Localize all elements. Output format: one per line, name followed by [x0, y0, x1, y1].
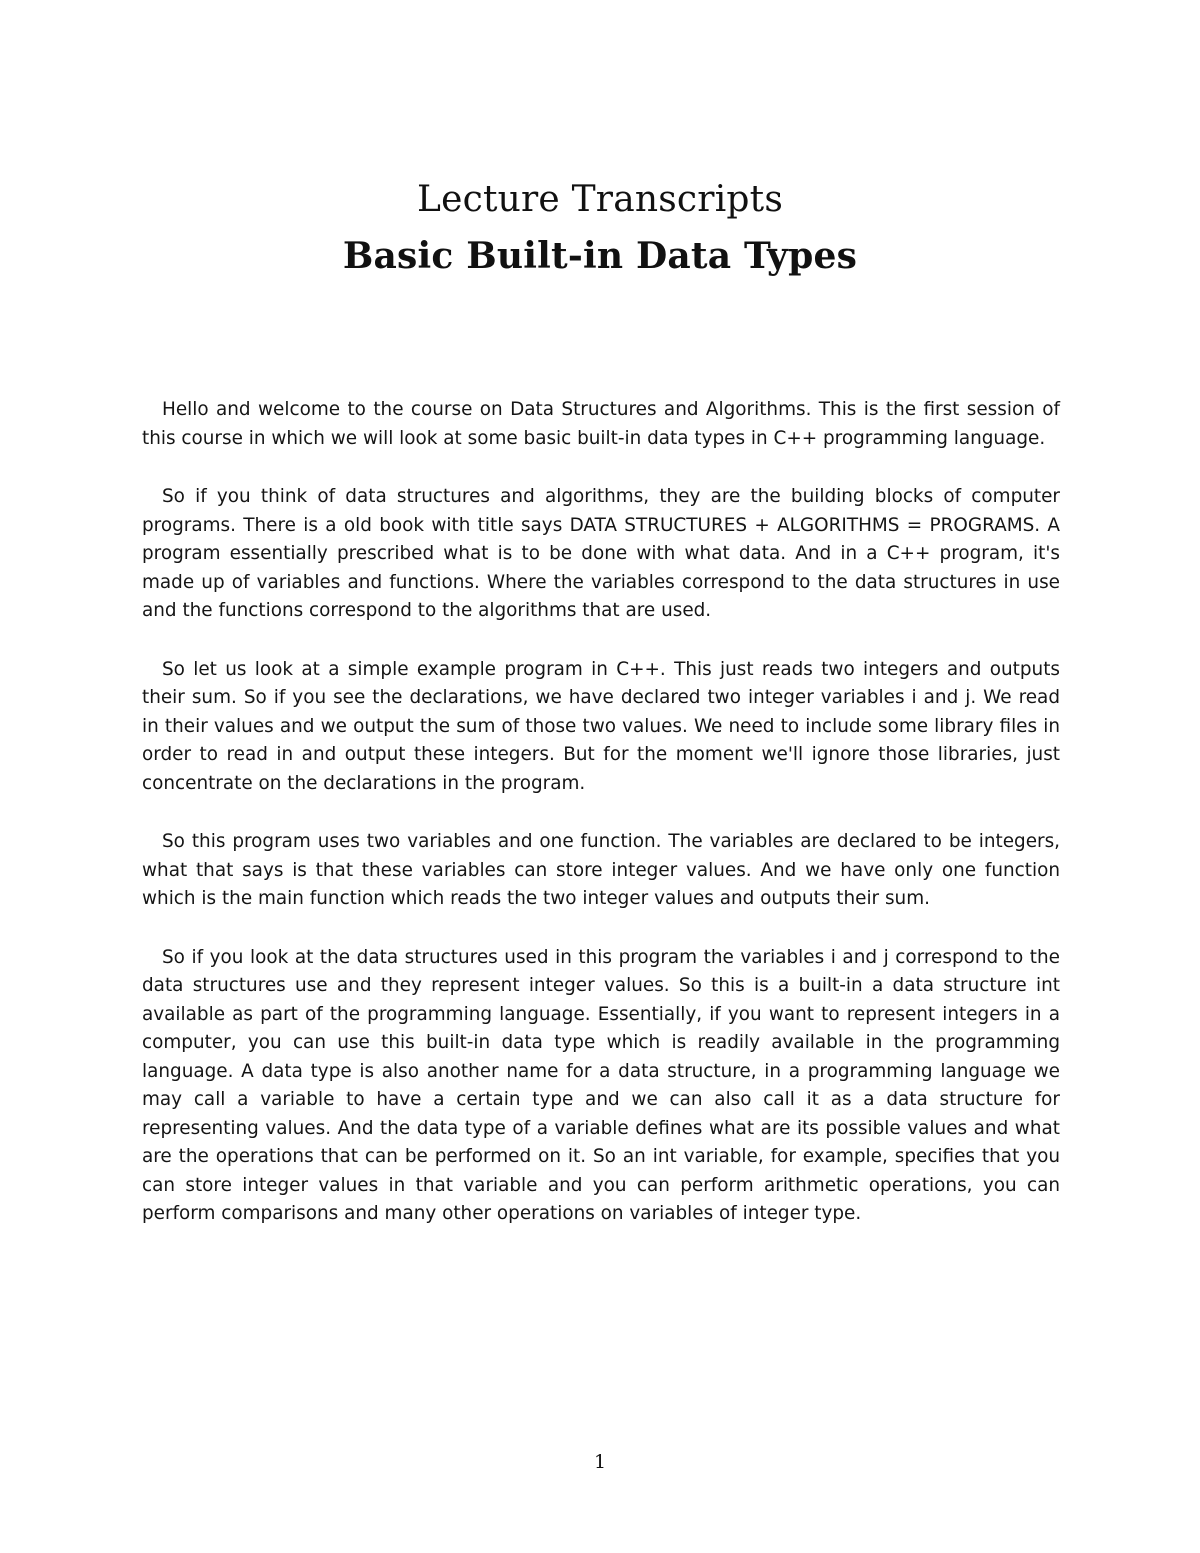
title-line-2: Basic Built-in Data Types — [342, 235, 858, 277]
transcript-body — [142, 396, 1060, 1259]
document-title — [0, 172, 1200, 284]
paragraph: So if you look at the data structures used in this program the variables i and j correspond to the data structures use and they represent integer values. So this is a built-in a data structure int available as part of the programming language. Essentially, if you want to represent integers in a computer, you can use this built-in data type which is readily available in the programming language. A data type is also another name for a data structure, in a programming language we may call a variable to have a certain type and we can also call it as a data structure for representing values. And the data type of a variable defines what are its possible values and what are the operations that can be performed on it. So an int variable, for example, specifies that you can store integer values in that variable and you can perform arithmetic operations, you can perform comparisons and many other operations on variables of integer type. — [142, 946, 1060, 1224]
paragraph: So let us look at a simple example program in C++. This just reads two integers and outputs their sum. So if you see the declarations, we have declared two integer variables i and j. We read in their values and we output the sum of those two values. We need to include some library files in order to read in and output these integers. But for the moment we'll ignore those libraries, just concentrate on the declarations in the program. — [142, 658, 1060, 794]
page-number: 1 — [593, 1451, 607, 1473]
paragraph: So if you think of data structures and algorithms, they are the building blocks of computer programs. There is a old book with title says DATA STRUCTURES + ALGORITHMS = PROGRAMS. A program essentially prescribed what is to be done with what data. And in a C++ program, it's made up of variables and functions. Where the variables correspond to the data structures in use and the functions correspond to the algorithms that are used. — [142, 486, 1060, 621]
paragraph: So this program uses two variables and one function. The variables are declared to be integers, what that says is that these variables can store integer values. And we have only one function which is the main function which reads the two integer values and outputs their sum. — [142, 831, 1060, 909]
title-line-1: Lecture Transcripts — [417, 179, 783, 220]
paragraph: Hello and welcome to the course on Data Structures and Algorithms. This is the first session of this course in which we will look at some basic built-in data types in C++ programming language. — [142, 399, 1060, 449]
